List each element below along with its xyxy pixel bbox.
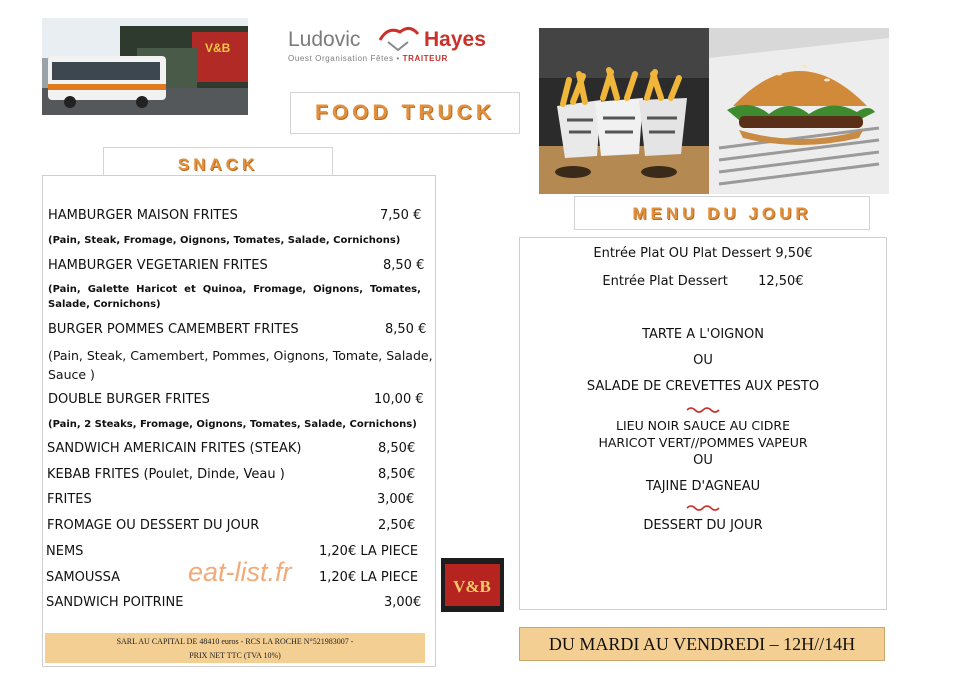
ornament-icon [685, 504, 721, 512]
bus-sign-text: V&B [205, 41, 231, 55]
item-name: FRITES [47, 492, 92, 507]
menu-du-jour-panel [519, 237, 887, 610]
item-price: 8,50€ [378, 441, 416, 456]
logo-tagline-accent: TRAITEUR [402, 54, 448, 63]
item-description: (Pain, Steak, Camembert, Pommes, Oignons, Tomate, Salade, [48, 348, 433, 363]
snack-title: SNACK [103, 147, 333, 179]
legal-footer [45, 633, 425, 663]
item-price: 10,00 € [374, 392, 424, 407]
item-price: 1,20€ LA PIECE [319, 570, 419, 585]
logo-first-name: Ludovic [288, 28, 361, 51]
chef-hat-icon [376, 22, 422, 52]
snack-menu-panel [42, 175, 436, 667]
item-description: (Pain, Galette Haricot et Quinoa, Fromage, Oignons, Tomates, [48, 284, 421, 295]
entree-1: TARTE A L'OIGNON [642, 327, 764, 342]
ornament-icon [685, 406, 721, 414]
item-name: HAMBURGER VEGETARIEN FRITES [48, 258, 268, 273]
item-description: Salade, Cornichons) [48, 299, 161, 310]
logo-last-name: Hayes [424, 28, 486, 51]
legal-line-1: SARL AU CAPITAL DE 48410 euros - RCS LA ROCHE N°521983007 - [116, 637, 354, 646]
item-price: 1,20€ LA PIECE [319, 544, 419, 559]
item-price: 3,00€ [384, 595, 422, 610]
item-name: SAMOUSSA [46, 570, 120, 585]
item-price: 3,00€ [377, 492, 415, 507]
formula-2-label: Entrée Plat Dessert [602, 274, 728, 289]
fries-photo [539, 28, 709, 194]
burger-photo [709, 28, 889, 194]
logo-tagline: Ouest Organisation Fêtes • TRAITEUR [288, 54, 448, 63]
item-name: SANDWICH POITRINE [46, 595, 184, 610]
formula-1: Entrée Plat OU Plat Dessert 9,50€ [593, 246, 813, 261]
item-price: 8,50 € [385, 322, 427, 337]
item-price: 2,50€ [378, 518, 416, 533]
formula-2 [520, 274, 886, 289]
item-name: BURGER POMMES CAMEMBERT FRITES [48, 322, 299, 337]
dessert: DESSERT DU JOUR [643, 518, 763, 533]
vb-logo-text: V&B [453, 577, 491, 596]
legal-line-2: PRIX NET TTC (TVA 10%) [189, 651, 281, 660]
item-price: 8,50€ [378, 467, 416, 482]
item-description: Sauce ) [48, 367, 95, 382]
formula-2-price: 12,50€ [758, 274, 804, 289]
or-separator: OU [693, 453, 713, 468]
item-name: FROMAGE OU DESSERT DU JOUR [47, 518, 260, 533]
item-name: DOUBLE BURGER FRITES [48, 392, 210, 407]
menu-du-jour-title: MENU DU JOUR [574, 196, 870, 230]
plat-1-line-2: HARICOT VERT//POMMES VAPEUR [598, 435, 808, 450]
plat-1-line-1: LIEU NOIR SAUCE AU CIDRE [616, 418, 790, 433]
entree-2: SALADE DE CREVETTES AUX PESTO [586, 379, 820, 394]
bus-storefront-photo [42, 18, 248, 115]
logo-tagline-text: Ouest Organisation Fêtes [288, 54, 394, 63]
item-name: SANDWICH AMERICAIN FRITES (STEAK) [47, 441, 302, 456]
item-price: 7,50 € [380, 208, 422, 223]
vb-logo [441, 558, 504, 612]
item-price: 8,50 € [383, 258, 425, 273]
item-name: NEMS [46, 544, 84, 559]
item-name: KEBAB FRITES (Poulet, Dinde, Veau ) [47, 467, 285, 482]
watermark: eat-list.fr [188, 557, 292, 587]
item-name: HAMBURGER MAISON FRITES [48, 208, 238, 223]
opening-hours-banner: DU MARDI AU VENDREDI – 12H//14H [519, 627, 885, 661]
food-truck-title: FOOD TRUCK [290, 92, 520, 134]
item-description: (Pain, Steak, Fromage, Oignons, Tomates, Salade, Cornichons) [48, 235, 401, 246]
ludovic-hayes-logo [288, 22, 503, 72]
item-description: (Pain, 2 Steaks, Fromage, Oignons, Tomates, Salade, Cornichons) [48, 419, 417, 430]
or-separator: OU [693, 353, 713, 368]
plat-2: TAJINE D'AGNEAU [645, 479, 761, 494]
